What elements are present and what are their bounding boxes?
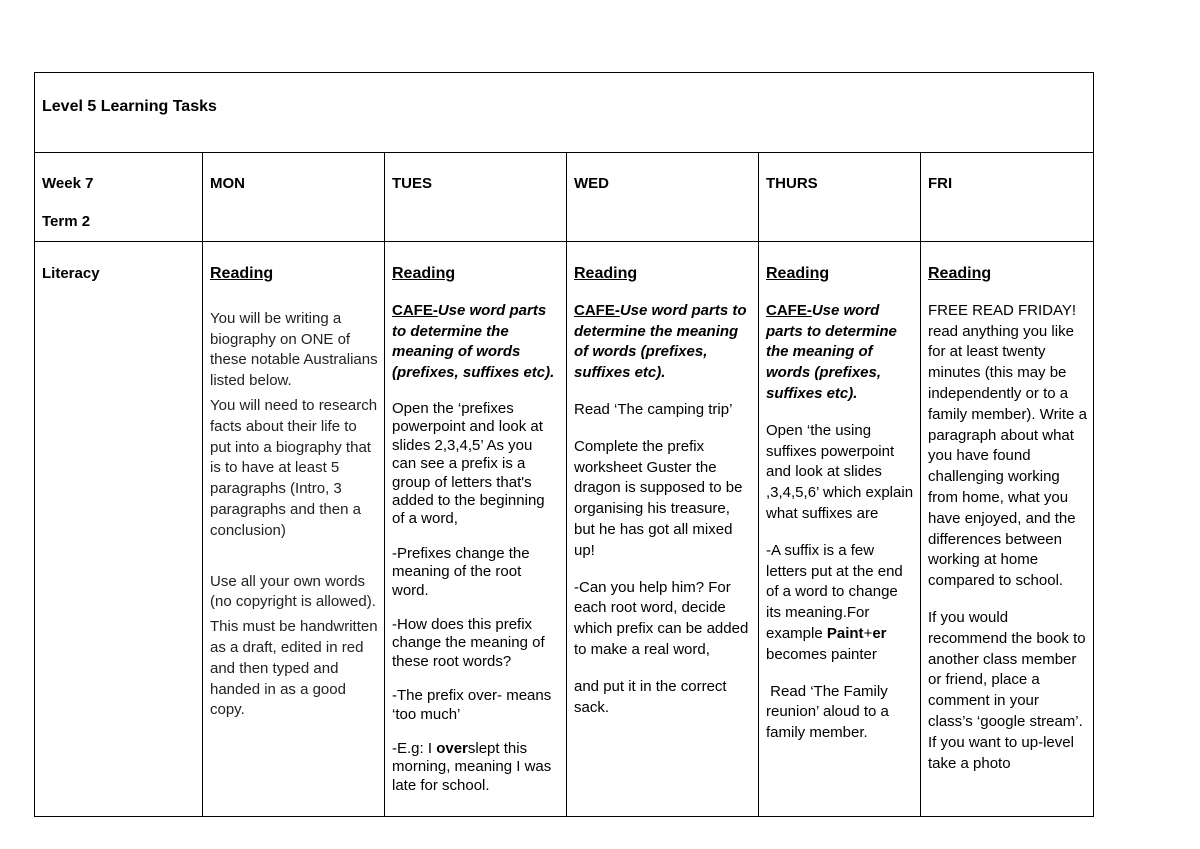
day-label: WED	[574, 175, 609, 192]
reading-heading: Reading	[574, 265, 638, 282]
wed-paragraph: Complete the prefix worksheet Guster the dragon is supposed to be organising his treasure, but he has got all mixed up!	[574, 437, 743, 559]
reading-heading: Reading	[928, 265, 992, 282]
cafe-text: Use word parts to determine the meaning of words (prefixes, suffixes etc).	[574, 301, 747, 382]
cafe-strategy	[766, 301, 914, 405]
bold-run: over	[436, 740, 468, 758]
text-run: -E.g: I	[392, 740, 437, 758]
thurs-paragraph	[766, 541, 914, 666]
wed-paragraph: -Can you help him? For each root word, decide which prefix can be added to make a real word,	[574, 578, 749, 658]
mon-paragraph: Use all your own words (no copyright is allowed).	[210, 572, 376, 611]
header-row	[35, 153, 1094, 242]
day-label: TUES	[392, 175, 433, 192]
cafe-prefix: CAFE-	[392, 301, 438, 319]
mon-paragraph: This must be handwritten as a draft, edited in red and then typed and handed in as a good copy.	[210, 618, 378, 719]
week-label: Week 7	[42, 175, 94, 192]
wed-paragraph: and put it in the correct sack.	[574, 677, 727, 716]
day-label: THURS	[766, 175, 818, 192]
week-term-cell	[35, 153, 203, 242]
text-run: becomes painter	[766, 645, 877, 663]
mon-paragraph: You will be writing a biography on ONE of these notable Australians listed below.	[210, 309, 378, 390]
cafe-text: Use word parts to determine the meaning of words (prefixes, suffixes etc).	[392, 301, 555, 382]
wed-cell	[567, 242, 759, 817]
thurs-paragraph: Read ‘The Family reunion’ aloud to a family member.	[766, 682, 894, 742]
tues-paragraph: -The prefix over- means ‘too much’	[392, 687, 552, 723]
fri-paragraph: FREE READ FRIDAY! read anything you like for at least twenty minutes (this may be independently or to a family member). Write a paragraph about what you have found challenging working from home, what you have enjoyed, and the differences between working at home compared to school.	[928, 301, 1087, 590]
day-header-thurs	[759, 153, 921, 242]
cafe-strategy	[392, 301, 560, 384]
bold-run: Paint	[826, 624, 864, 642]
page-title: Level 5 Learning Tasks	[35, 73, 1094, 153]
literacy-row	[35, 242, 1094, 817]
cafe-text: Use word parts to determine the meaning of words (prefixes, suffixes etc).	[766, 301, 897, 402]
day-header-tues	[385, 153, 567, 242]
tues-paragraph: Open the ‘prefixes powerpoint and look at slides 2,3,4,5’ As you can see a prefix is a group of letters that's added to the beginning of a word,	[392, 399, 545, 528]
title-row	[35, 73, 1094, 153]
mon-cell	[203, 242, 385, 817]
text-run: -A suffix is a few letters put at the end of a word to change its meaning.For example	[766, 541, 903, 642]
cafe-prefix: CAFE-	[766, 301, 812, 319]
reading-heading: Reading	[392, 265, 456, 282]
subject-cell	[35, 242, 203, 817]
fri-paragraph: If you would recommend the book to another class member or friend, place a comment in your class’s ‘google stream’. If you want to up-level take a photo	[928, 608, 1086, 772]
fri-cell	[921, 242, 1094, 817]
learning-tasks-table	[34, 72, 1094, 817]
text-run: slept this morning, meaning I was late for school.	[392, 740, 552, 794]
cafe-strategy	[574, 301, 752, 384]
day-header-wed	[567, 153, 759, 242]
day-header-fri	[921, 153, 1094, 242]
text-run: +	[863, 624, 873, 642]
wed-paragraph: Read ‘The camping trip’	[574, 400, 733, 418]
term-label: Term 2	[42, 212, 91, 230]
bold-run: er	[872, 624, 887, 642]
reading-heading: Reading	[766, 265, 830, 282]
day-label: FRI	[928, 175, 953, 192]
day-header-mon	[203, 153, 385, 242]
tues-paragraph	[392, 740, 560, 795]
subject-label: Literacy	[42, 265, 100, 282]
mon-paragraph: You will need to research facts about their life to put into a biography that is to have at least 5 paragraphs (Intro, 3 paragraphs and then a conclusion)	[210, 396, 378, 539]
thurs-cell	[759, 242, 921, 817]
tues-paragraph: -Prefixes change the meaning of the root word.	[392, 544, 530, 599]
thurs-paragraph: Open ‘the using suffixes powerpoint and look at slides ,3,4,5,6’ which explain what suffixes are	[766, 421, 914, 522]
reading-heading: Reading	[210, 265, 274, 282]
day-label: MON	[210, 175, 245, 192]
tues-paragraph: -How does this prefix change the meaning of these root words?	[392, 616, 545, 670]
cafe-prefix: CAFE-	[574, 301, 620, 319]
tues-cell	[385, 242, 567, 817]
